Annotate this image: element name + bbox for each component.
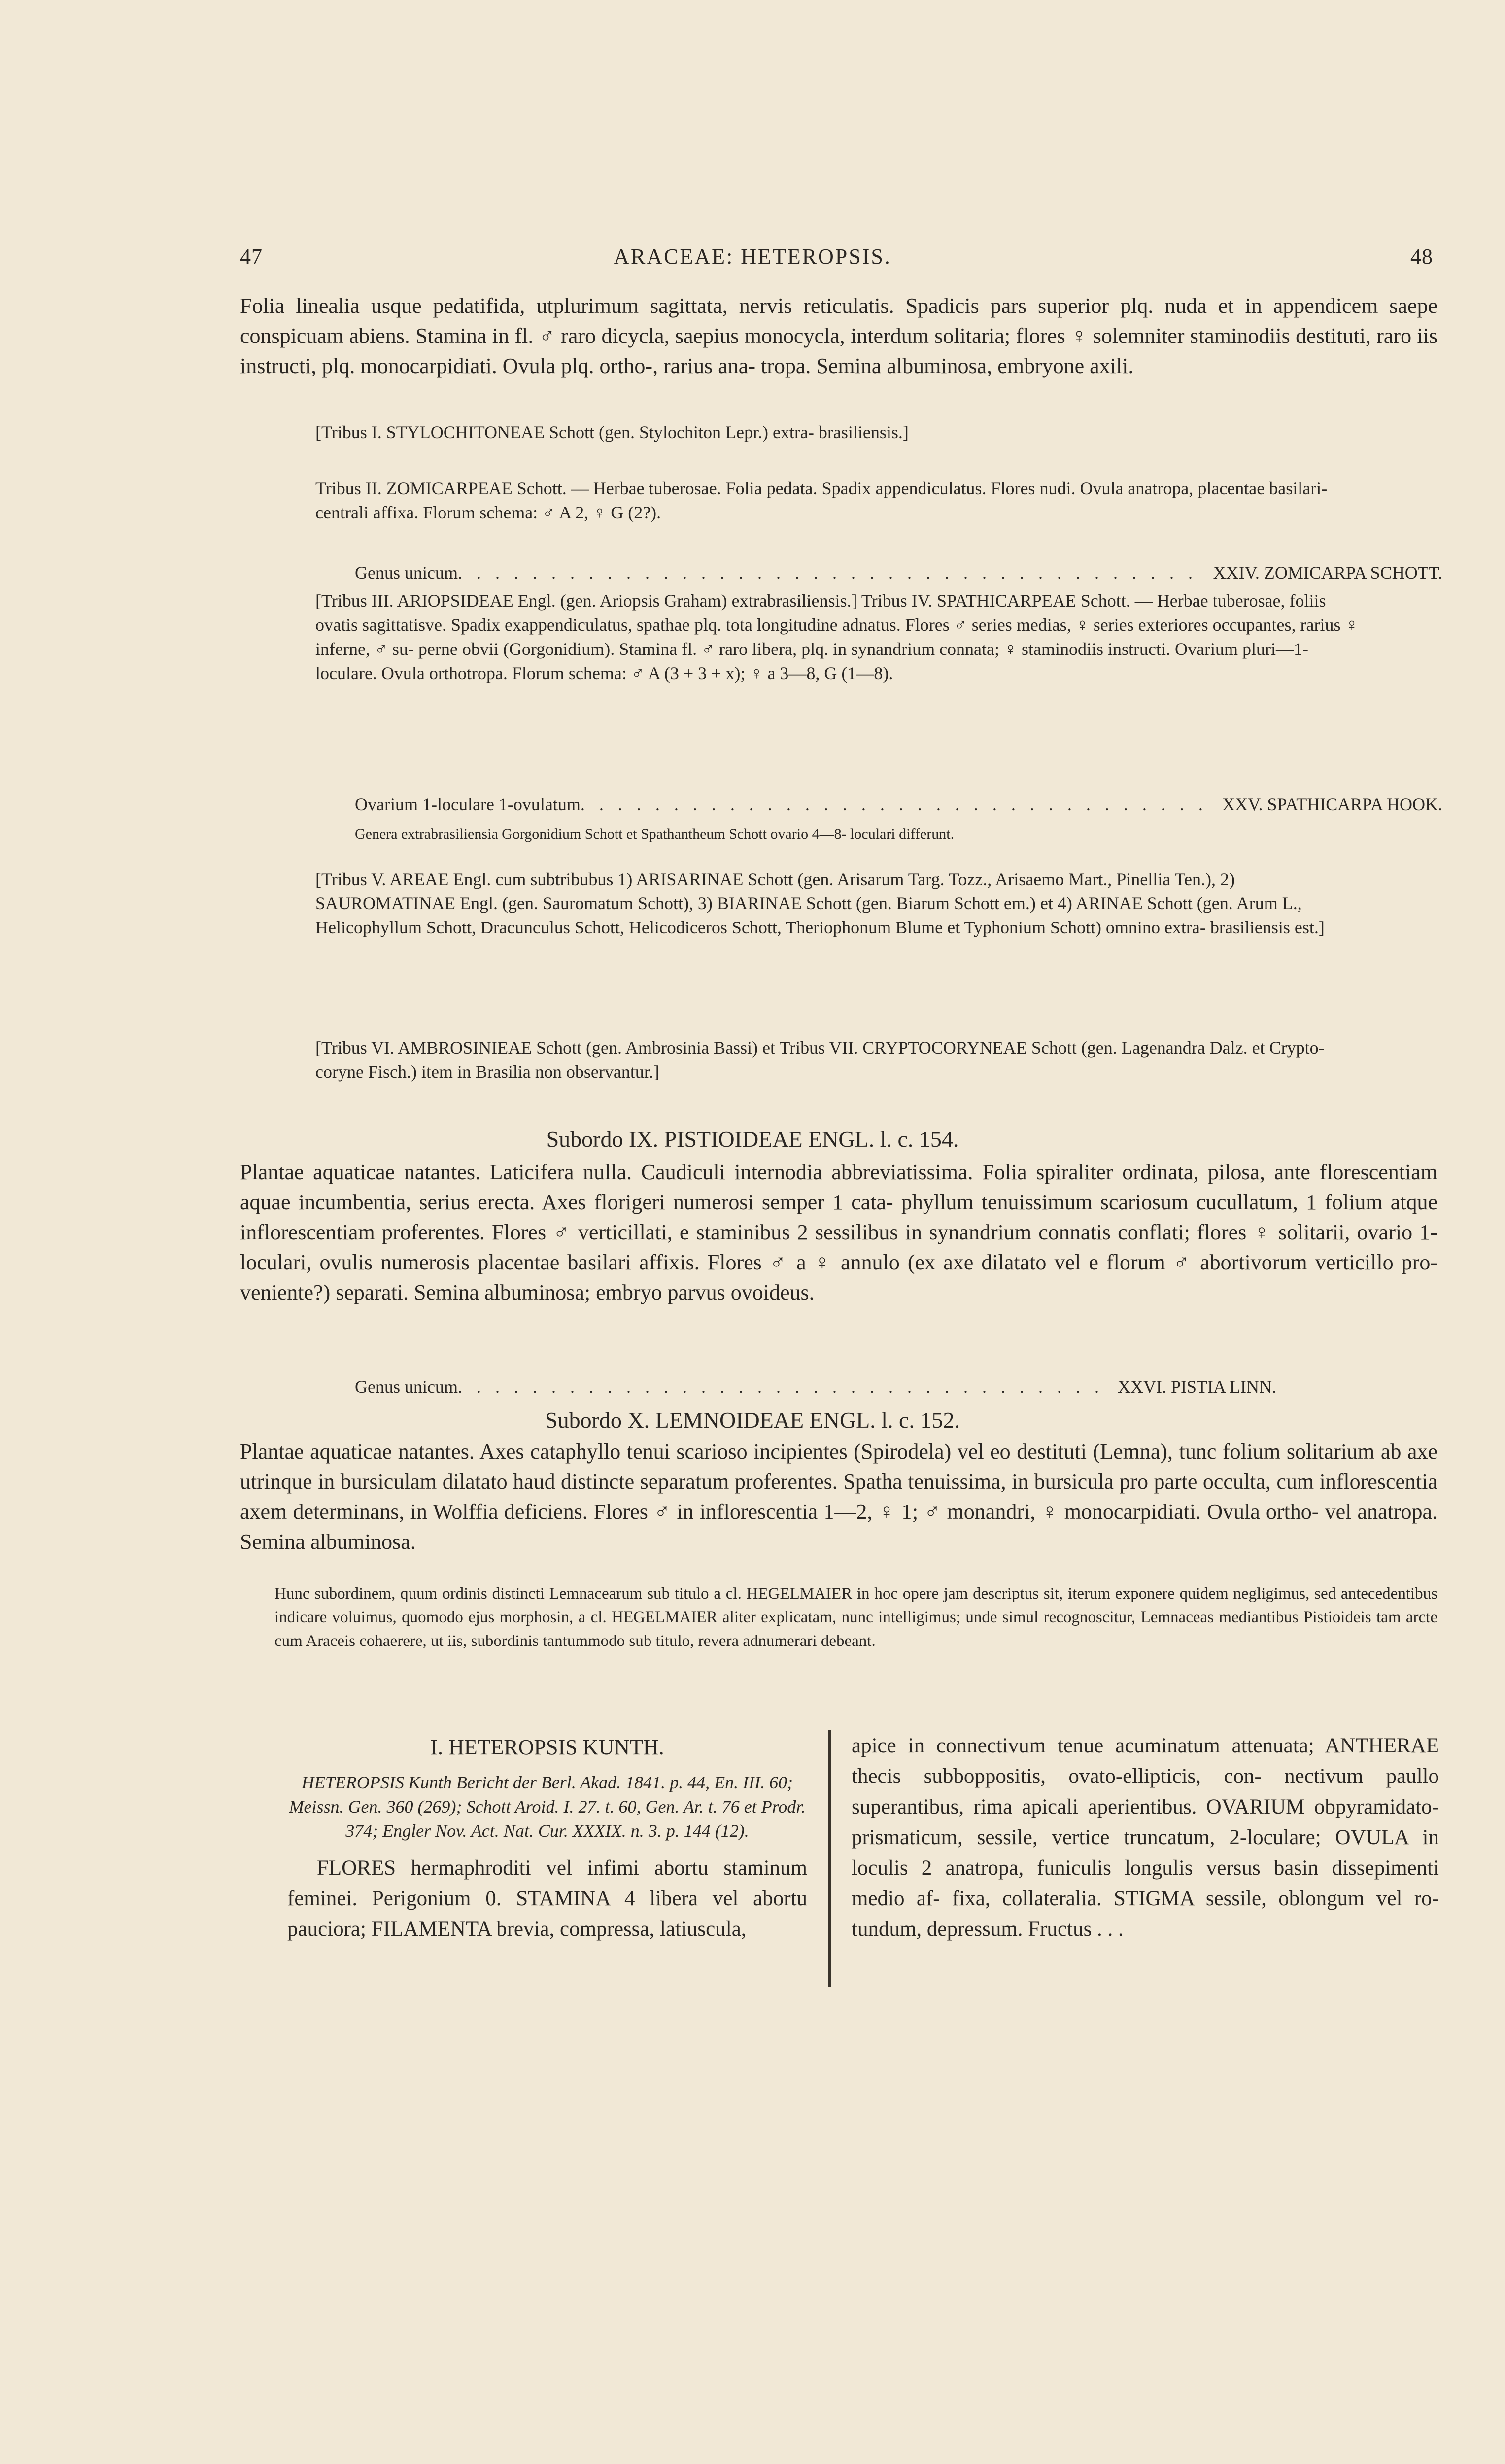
key-row-spathicarpa (355, 792, 1442, 817)
leader-dots (581, 792, 1215, 817)
key-label: Genus unicum (355, 1377, 458, 1397)
tribus-2: Tribus II. ZOMICARPEAE Schott. — Herbae tuberosae. Folia pedata. Spadix appendiculatus. Flores nudi. Ovula anatropa, placentae basilari-centrali affixa. Florum schema: ♂ A 2, ♀ G (2?). (315, 479, 1328, 522)
key-row-zomicarpa (355, 561, 1442, 585)
tribus-5: [Tribus V. AREAE Engl. cum subtribubus 1) ARISARINAE Schott (gen. Arisarum Targ. Tozz., Arisaemo Mart., Pinellia Ten.), 2) SAUROMATINAE Engl. (gen. Sauromatum Schott), 3) BIARINAE Schott (gen. Biarum Schott em.) et 4) ARINAE Schott (gen. Arum L., Helicophyllum Schott, Dracunculus Schott, Helicodiceros Schott, Theriophonum Blume et Typhonium Schott) omnino extra- brasiliensis est.] (315, 869, 1325, 937)
genus-pistia: XXVI. PISTIA LINN. (1118, 1377, 1276, 1397)
lemnoideae-paragraph: Plantae aquaticae natantes. Axes cataphyllo tenui scarioso incipientes (Spirodela) vel eo destituti (Lemna), tunc folium solitarium ab axe utrinque in bursiculam dilatato haud distincte separatum proferentes. Spatha tenuissima, in bursicula pro parte occulta, cum inflorescentia axem determinans, in Wolffia deficiens. Flores ♂ in inflorescentia 1—2, ♀ 1; ♂ monandri, ♀ monocarpidiati. Ovula ortho- vel anatropa. Semina albuminosa. (240, 1439, 1443, 1554)
tribus-1: [Tribus I. STYLOCHITONEAE Schott (gen. Stylochiton Lepr.) extra- brasiliensis.] (315, 422, 909, 442)
subordo-ix-heading: Subordo IX. PISTIOIDEAE ENGL. l. c. 154. (546, 1127, 959, 1152)
intro-paragraph: Folia linealia usque pedatifida, utplurimum sagittata, nervis reticulatis. Spadicis pars superior plq. nuda et in appendicem saepe conspicuam abiens. Stamina in fl. ♂ raro dicycla, saepius monocycla, interdum solitaria; flores ♀ solemniter staminodiis destituti, raro iis instructi, plq. monocarpidiati. Ovula plq. ortho-, rarius ana- tropa. Semina albuminosa, embryone axili. (240, 294, 1443, 378)
key-label: Genus unicum (355, 563, 458, 582)
key-row-pistia (355, 1375, 1276, 1399)
key-label: Ovarium 1-loculare 1-ovulatum (355, 794, 581, 814)
tribus-3-4: [Tribus III. ARIOPSIDEAE Engl. (gen. Ariopsis Graham) extrabrasiliensis.] Tribus IV. SPATHICARPEAE Schott. — Herbae tuberosae, foliis ovatis sagittatisve. Spadix exappendiculatus, spathae plq. tota longitudine adnatus. Flores ♂ series medias, ♀ series exteriores occupantes, rarius ♀ inferne, ♂ su- perne obvii (Gorgonidium). Stamina fl. ♂ raro libera, plq. in synandrium connata; ♀ staminodiis instructi. Ovarium pluri—1-loculare. Ovula orthotropa. Florum schema: ♂ A (3 + 3 + x); ♀ a 3—8, G (1—8). (315, 591, 1363, 683)
leader-dots (458, 1375, 1111, 1399)
leader-dots (458, 561, 1206, 585)
subordo-x-heading: Subordo X. LEMNOIDEAE ENGL. l. c. 152. (545, 1407, 960, 1433)
genus-zomicarpa: XXIV. ZOMICARPA SCHOTT. (1213, 563, 1442, 582)
right-column (852, 1731, 1439, 1945)
flores-description: FLORES hermaphroditi vel infimi abortu staminum feminei. Perigonium 0. STAMINA 4 libera vel abortu pauciora; FILAMENTA brevia, compressa, latiuscula, (287, 1856, 807, 1941)
page-number-right: 48 (1410, 244, 1433, 269)
pistioideae-paragraph: Plantae aquaticae natantes. Laticifera nulla. Caudiculi internodia abbreviatissima. Folia spiraliter ordinata, pilosa, ante florescentiam aquae incumbentia, serius erecta. Axes florigeri numerosi semper 1 cata- phyllum tenuissimum scariosum cucullatum, 1 folium atque inflorescentiam proferentes. Flores ♂ verticillati, e staminibus 2 sessilibus in synandrium connatis conflati; flores ♀ solitarii, ovario 1-loculari, ovulis numerosis placentae basilari affixis. Flores ♂ a ♀ annulo (ex axe dilatato vel e florum ♂ abortivorum verticillo pro- veniente?) separati. Semina albuminosa; embryo parvus ovoideus. (240, 1160, 1443, 1304)
genus-citation: HETEROPSIS Kunth Bericht der Berl. Akad. 1841. p. 44, En. III. 60; Meissn. Gen. 360 (269); Schott Aroid. I. 27. t. 60, Gen. Ar. t. 76 et Prodr. 374; Engler Nov. Act. Nat. Cur. XXXIX. n. 3. p. 144 (12). (289, 1773, 806, 1841)
genus-heading: I. HETEROPSIS KUNTH. (430, 1735, 664, 1759)
lemna-note: Hunc subordinem, quum ordinis distincti Lemnacearum sub titulo a cl. HEGELMAIER in hoc opere jam descriptus sit, iterum exponere quidem negligimus, sed antecedentibus indicare voluimus, quomodo ejus morphosin, a cl. HEGELMAIER aliter explicatam, nunc intelligimus; unde simul recognoscitur, Lemnaceas mediantibus Pistioideis tam arcte cum Araceis cohaerere, ut iis, subordinis tantummodo sub titulo, revera adnumerari debeant. (274, 1585, 1442, 1650)
left-column (287, 1735, 807, 1945)
column-divider (828, 1730, 831, 1987)
antherae-description: apice in connectivum tenue acuminatum attenuata; ANTHERAE thecis subboppositis, ovato-ellipticis, con- nectivum paullo superantibus, rima apicali aperientibus. OVARIUM obpyramidato-prismaticum, sessile, vertice truncatum, 2-loculare; OVULA in loculis 2 anatropa, funiculis longulis versus basin dissepimenti medio af- fixa, collateralia. STIGMA sessile, oblongum vel ro- tundum, depressum. Fructus . . . (852, 1734, 1439, 1941)
page-number-left: 47 (240, 244, 263, 269)
tribus-6-7: [Tribus VI. AMBROSINIEAE Schott (gen. Ambrosinia Bassi) et Tribus VII. CRYPTOCORYNEAE Schott (gen. Lagenandra Dalz. et Crypto- coryne Fisch.) item in Brasilia non observantur.] (315, 1038, 1329, 1082)
running-title: ARACEAE: HETEROPSIS. (614, 244, 891, 269)
genus-spathicarpa: XXV. SPATHICARPA HOOK. (1222, 794, 1442, 814)
genera-note: Genera extrabrasiliensia Gorgonidium Schott et Spathantheum Schott ovario 4—8- loculari differunt. (355, 826, 955, 842)
